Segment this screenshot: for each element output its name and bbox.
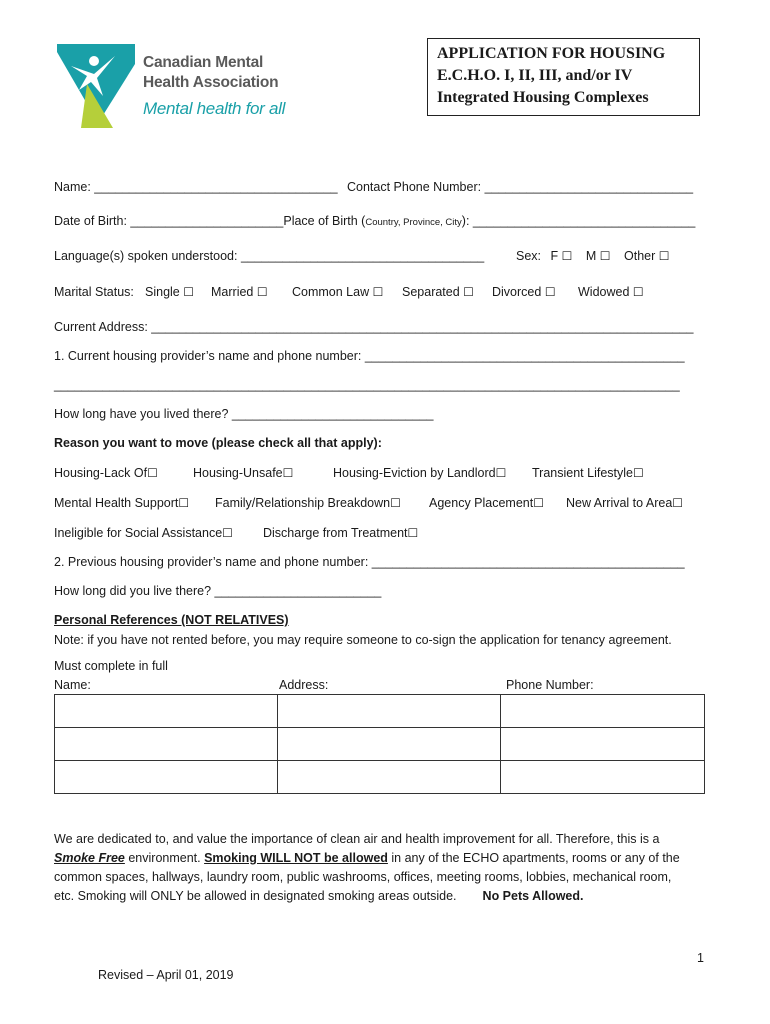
pob-line: ): ________________________________ (461, 214, 696, 228)
current-address-field[interactable]: Current Address: ______________________________________________________________________________ (54, 320, 694, 334)
sex-label: Sex: (516, 249, 542, 263)
references-col-address: Address: (279, 678, 329, 692)
contact-phone-field[interactable]: Contact Phone Number: ______________________________ (347, 180, 694, 194)
reason-option[interactable] (215, 496, 401, 510)
cmha-logo-icon (57, 44, 135, 128)
references-note: Note: if you have not rented before, you may require someone to co-sign the application for tenancy agreement. (54, 633, 672, 647)
marital-status-label: Marital Status: (54, 285, 134, 299)
policy-line (54, 849, 694, 868)
reasons-heading: Reason you want to move (please check all that apply): (54, 436, 382, 450)
reason-option[interactable] (532, 466, 644, 480)
reason-label: Housing-Eviction by Landlord (333, 466, 496, 480)
reason-option[interactable] (429, 496, 544, 510)
marital-option-label: Married (211, 285, 254, 299)
marital-checkbox[interactable]: ☐ (463, 285, 474, 299)
references-table (54, 694, 705, 794)
dob-pob-field[interactable] (54, 214, 695, 228)
reference-name-cell[interactable] (55, 695, 278, 728)
marital-divorced-option[interactable] (492, 285, 556, 299)
reference-name-cell[interactable] (55, 761, 278, 794)
logo-org-name-line1: Canadian Mental (143, 54, 264, 71)
marital-checkbox[interactable]: ☐ (372, 285, 384, 299)
reason-option[interactable] (333, 466, 506, 480)
policy-text: in any of the ECHO apartments, rooms or any of the (387, 851, 680, 865)
marital-single-option[interactable] (145, 285, 194, 299)
marital-option-label: Single (145, 285, 180, 299)
sex-m-checkbox[interactable]: ☐ (599, 249, 611, 263)
policy-line (54, 887, 694, 906)
reason-label: Mental Health Support (54, 496, 179, 510)
reason-label: Ineligible for Social Assistance (54, 526, 223, 540)
form-title-box (427, 38, 700, 116)
reason-label: Agency Placement (429, 496, 534, 510)
reason-checkbox[interactable]: ☐ (632, 466, 644, 480)
marital-separated-option[interactable] (402, 285, 474, 299)
form-title-line1: APPLICATION FOR HOUSING (437, 45, 666, 62)
reason-checkbox[interactable]: ☐ (407, 526, 419, 540)
reason-checkbox[interactable]: ☐ (147, 466, 158, 480)
reason-option[interactable] (54, 496, 189, 510)
current-provider-field-continued[interactable]: __________________________________________________________________________________________ (54, 378, 680, 392)
marital-checkbox[interactable]: ☐ (544, 285, 556, 299)
reference-phone-cell[interactable] (501, 761, 705, 794)
reason-label: Discharge from Treatment (263, 526, 408, 540)
marital-checkbox[interactable]: ☐ (183, 285, 194, 299)
reference-name-cell[interactable] (55, 728, 278, 761)
policy-text: etc. Smoking will ONLY be allowed in designated smoking areas outside. (54, 889, 457, 903)
logo-tagline: Mental health for all (143, 99, 286, 118)
revised-date: Revised – April 01, 2019 (98, 968, 234, 982)
reference-address-cell[interactable] (278, 695, 501, 728)
reason-label: Transient Lifestyle (532, 466, 633, 480)
marital-widowed-option[interactable] (578, 285, 644, 299)
previous-provider-field[interactable]: 2. Previous housing provider’s name and phone number: _____________________________________________ (54, 555, 685, 569)
marital-checkbox[interactable]: ☐ (256, 285, 268, 299)
page-number: 1 (697, 951, 704, 965)
reason-checkbox[interactable]: ☐ (282, 466, 294, 480)
form-title-line2: E.C.H.O. I, II, III, and/or IV (437, 67, 633, 84)
reason-option[interactable] (54, 466, 158, 480)
reference-address-cell[interactable] (278, 728, 501, 761)
current-provider-field[interactable]: 1. Current housing provider’s name and phone number: ______________________________________________ (54, 349, 685, 363)
reason-checkbox[interactable]: ☐ (390, 496, 401, 510)
language-field[interactable]: Language(s) spoken understood: ___________________________________ (54, 249, 485, 263)
reason-checkbox[interactable]: ☐ (495, 466, 507, 480)
marital-common-law-option[interactable] (292, 285, 383, 299)
marital-option-label: Divorced (492, 285, 542, 299)
reason-option[interactable] (566, 496, 683, 510)
reason-checkbox[interactable]: ☐ (222, 526, 233, 540)
reason-label: Housing-Lack Of (54, 466, 148, 480)
no-pets-text: No Pets Allowed. (482, 889, 584, 903)
reason-option[interactable] (263, 526, 418, 540)
references-col-name: Name: (54, 678, 91, 692)
form-title-line3: Integrated Housing Complexes (437, 89, 649, 106)
sex-f-checkbox[interactable]: ☐ (561, 249, 573, 263)
reference-phone-cell[interactable] (501, 728, 705, 761)
logo-org-name-line2: Health Association (143, 74, 279, 91)
sex-m-label: M (585, 249, 597, 263)
pob-hint: Country, Province, City (365, 217, 462, 228)
policy-line: common spaces, hallways, laundry room, public washrooms, offices, meeting rooms, lobbies, mechanical room, (54, 870, 672, 884)
sex-f-label: F (550, 249, 559, 263)
marital-checkbox[interactable]: ☐ (632, 285, 644, 299)
references-col-phone: Phone Number: (506, 678, 594, 692)
how-long-did-field[interactable]: How long did you live there? ________________________ (54, 584, 382, 598)
reference-address-cell[interactable] (278, 761, 501, 794)
sex-other-label: Other (624, 249, 656, 263)
reason-label: Housing-Unsafe (193, 466, 283, 480)
policy-text: environment. (124, 851, 205, 865)
reason-option[interactable] (193, 466, 293, 480)
reason-option[interactable] (54, 526, 233, 540)
reason-checkbox[interactable]: ☐ (178, 496, 190, 510)
sex-other-checkbox[interactable]: ☐ (658, 249, 670, 263)
cmha-logo (57, 44, 289, 128)
name-field[interactable]: Name: ___________________________________ (54, 180, 338, 194)
smoke-free-policy (54, 830, 694, 906)
dob-label: Date of Birth: ______________________Place of Birth ( (54, 214, 366, 228)
sex-group (516, 249, 670, 263)
reason-checkbox[interactable]: ☐ (672, 496, 684, 510)
reference-phone-cell[interactable] (501, 695, 705, 728)
marital-married-option[interactable] (211, 285, 268, 299)
table-row (55, 728, 705, 761)
marital-option-label: Common Law (292, 285, 370, 299)
how-long-lived-field[interactable]: How long have you lived there? _____________________________ (54, 407, 434, 421)
reason-checkbox[interactable]: ☐ (533, 496, 544, 510)
marital-option-label: Separated (402, 285, 460, 299)
reason-label: Family/Relationship Breakdown (215, 496, 391, 510)
table-row (55, 695, 705, 728)
smoke-free-text: Smoke Free (54, 851, 125, 865)
marital-option-label: Widowed (578, 285, 630, 299)
reason-label: New Arrival to Area (566, 496, 673, 510)
references-heading: Personal References (NOT RELATIVES) (54, 613, 289, 627)
smoking-not-allowed-text: Smoking WILL NOT be allowed (204, 851, 388, 865)
references-must-complete: Must complete in full (54, 659, 168, 673)
policy-line: We are dedicated to, and value the importance of clean air and health improvement for all. Therefore, this is a (54, 832, 660, 846)
table-row (55, 761, 705, 794)
